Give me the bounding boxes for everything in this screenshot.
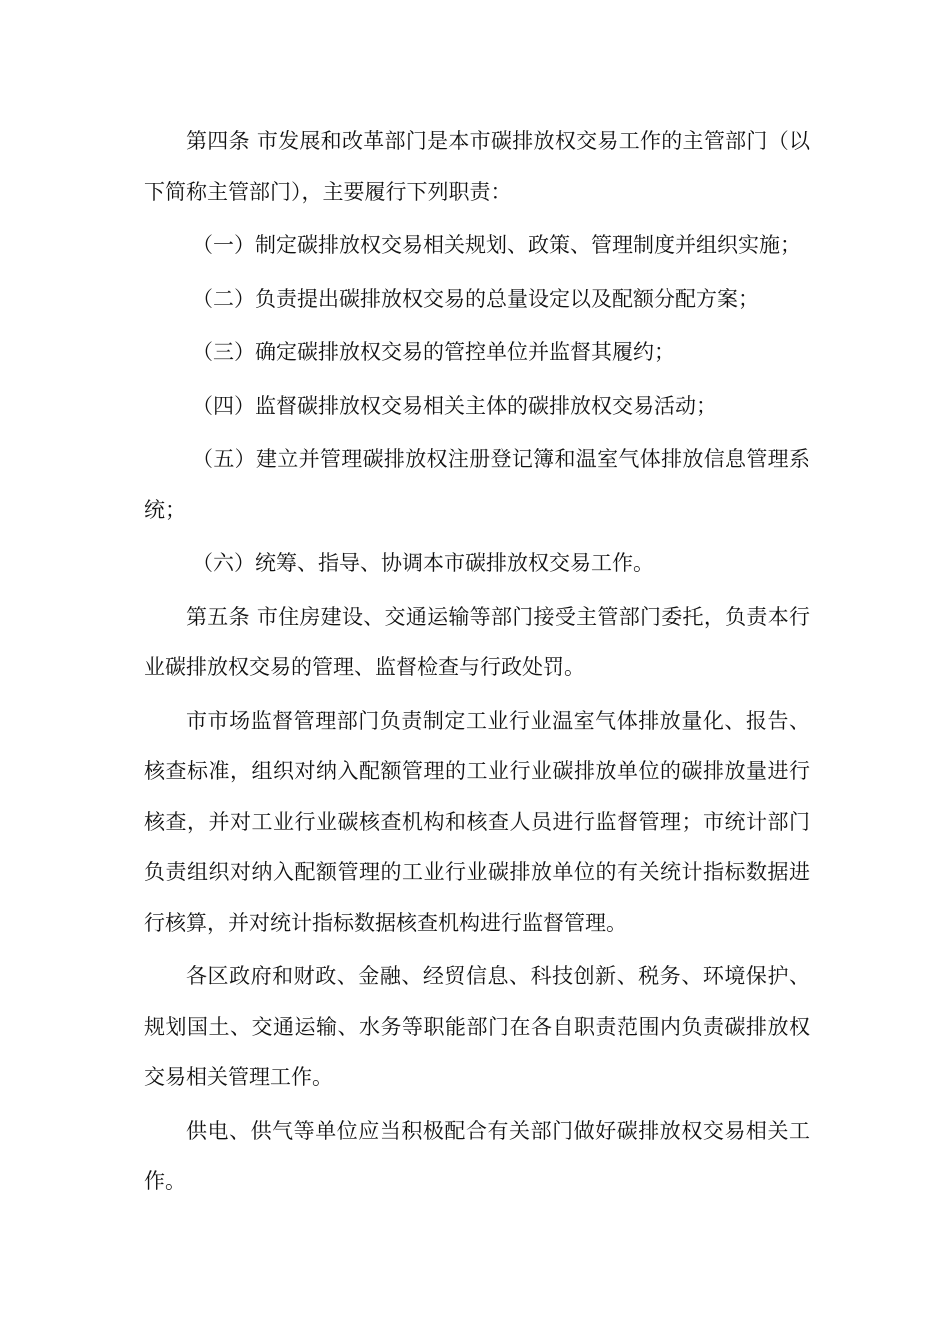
- article-5-paragraph: 第五条 市住房建设、交通运输等部门接受主管部门委托，负责本行业碳排放权交易的管理、监督检查与行政处罚。: [144, 604, 810, 679]
- article-4-item-3: （三）确定碳排放权交易的管控单位并监督其履约；: [192, 340, 675, 364]
- article-4-paragraph: 第四条 市发展和改革部门是本市碳排放权交易工作的主管部门（以下简称主管部门），主要履行下列职责：: [144, 129, 810, 204]
- utilities-paragraph: 供电、供气等单位应当积极配合有关部门做好碳排放权交易相关工作。: [144, 1118, 810, 1193]
- article-4-item-4: （四）监督碳排放权交易相关主体的碳排放权交易活动；: [192, 393, 717, 418]
- article-4-item-2: （二）负责提出碳排放权交易的总量设定以及配额分配方案；: [192, 286, 759, 311]
- document-body: [144, 116, 810, 1207]
- market-supervision-paragraph: 市市场监督管理部门负责制定工业行业温室气体排放量化、报告、核查标准，组织对纳入配额管理的工业行业碳排放单位的碳排放量进行核查，并对工业行业碳核查机构和核查人员进行监督管理；市统计部门负责组织对纳入配额管理的工业行业碳排放单位的有关统计指标数据进行核算，并对统计指标数据核查机构进行监督管理。: [144, 708, 810, 935]
- article-4-item-5: （五）建立并管理碳排放权注册登记簿和温室气体排放信息管理系统；: [144, 447, 810, 522]
- article-4-item-6: （六）统筹、指导、协调本市碳排放权交易工作。: [192, 551, 654, 575]
- article-4-item-1: （一）制定碳排放权交易相关规划、政策、管理制度并组织实施；: [192, 233, 801, 257]
- district-departments-paragraph: 各区政府和财政、金融、经贸信息、科技创新、税务、环境保护、规划国土、交通运输、水务等职能部门在各自职责范围内负责碳排放权交易相关管理工作。: [144, 964, 810, 1089]
